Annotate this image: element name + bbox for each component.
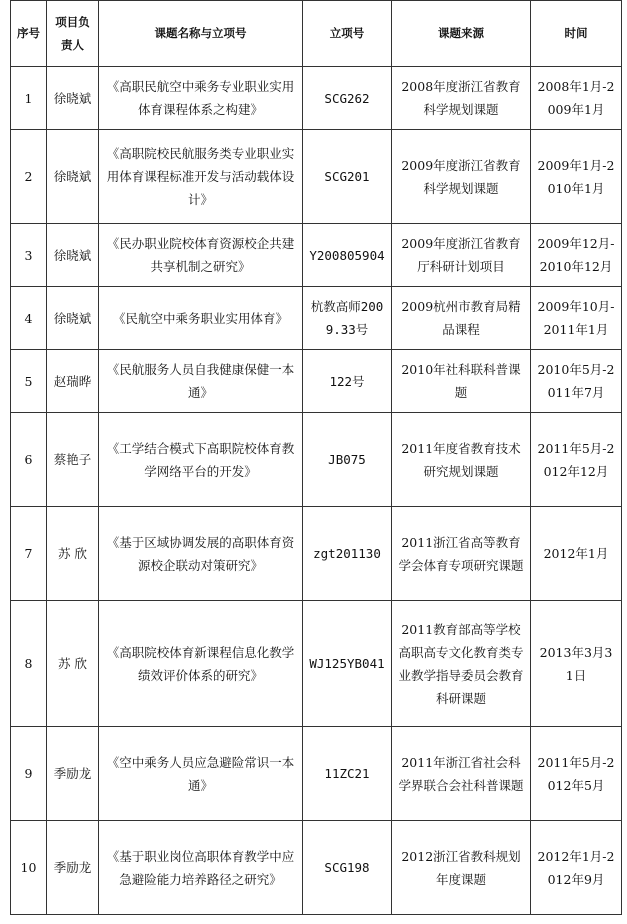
cell-title: 《空中乘务人员应急避险常识一本通》 — [99, 727, 303, 821]
cell-time: 2010年5月-2011年7月 — [531, 350, 622, 413]
header-index: 序号 — [11, 1, 47, 67]
cell-project-no: zgt201130 — [303, 507, 392, 601]
cell-source: 2011教育部高等学校高职高专文化教育类专业教学指导委员会教育科研课题 — [392, 601, 531, 727]
cell-leader: 徐晓斌 — [47, 287, 99, 350]
cell-leader: 季励龙 — [47, 727, 99, 821]
table-row — [11, 350, 622, 413]
cell-project-no: WJ125YB041 — [303, 601, 392, 727]
table-row — [11, 727, 622, 821]
cell-leader: 苏 欣 — [47, 601, 99, 727]
cell-title: 《基于职业岗位高职体育教学中应急避险能力培养路径之研究》 — [99, 821, 303, 915]
cell-index: 9 — [11, 727, 47, 821]
cell-index: 8 — [11, 601, 47, 727]
header-leader: 项目负责人 — [47, 1, 99, 67]
cell-leader: 季励龙 — [47, 821, 99, 915]
cell-time: 2013年3月31日 — [531, 601, 622, 727]
cell-title: 《民航空中乘务职业实用体育》 — [99, 287, 303, 350]
cell-index: 1 — [11, 67, 47, 130]
cell-source: 2010年社科联科普课题 — [392, 350, 531, 413]
cell-title: 《民办职业院校体育资源校企共建共享机制之研究》 — [99, 224, 303, 287]
cell-title: 《高职院校体育新课程信息化教学绩效评价体系的研究》 — [99, 601, 303, 727]
table-row — [11, 413, 622, 507]
cell-title: 《工学结合模式下高职院校体育教学网络平台的开发》 — [99, 413, 303, 507]
cell-project-no: SCG262 — [303, 67, 392, 130]
cell-index: 3 — [11, 224, 47, 287]
cell-index: 4 — [11, 287, 47, 350]
cell-leader: 苏 欣 — [47, 507, 99, 601]
cell-source: 2009杭州市教育局精品课程 — [392, 287, 531, 350]
cell-title: 《高职院校民航服务类专业职业实用体育课程标准开发与活动载体设计》 — [99, 130, 303, 224]
header-source: 课题来源 — [392, 1, 531, 67]
cell-project-no: SCG201 — [303, 130, 392, 224]
cell-time: 2011年5月-2012年12月 — [531, 413, 622, 507]
cell-project-no: 122号 — [303, 350, 392, 413]
cell-index: 5 — [11, 350, 47, 413]
table-row — [11, 507, 622, 601]
cell-title: 《民航服务人员自我健康保健一本通》 — [99, 350, 303, 413]
cell-source: 2009年度浙江省教育厅科研计划项目 — [392, 224, 531, 287]
cell-time: 2012年1月 — [531, 507, 622, 601]
cell-project-no: SCG198 — [303, 821, 392, 915]
header-title: 课题名称与立项号 — [99, 1, 303, 67]
table-row — [11, 287, 622, 350]
cell-time: 2009年10月-2011年1月 — [531, 287, 622, 350]
cell-time: 2009年1月-2010年1月 — [531, 130, 622, 224]
table-row — [11, 130, 622, 224]
cell-leader: 徐晓斌 — [47, 67, 99, 130]
cell-index: 10 — [11, 821, 47, 915]
cell-project-no: JB075 — [303, 413, 392, 507]
cell-index: 7 — [11, 507, 47, 601]
cell-time: 2012年1月-2012年9月 — [531, 821, 622, 915]
cell-leader: 蔡艳子 — [47, 413, 99, 507]
table-header-row — [11, 1, 622, 67]
table-row — [11, 821, 622, 915]
table-row — [11, 224, 622, 287]
table-row — [11, 601, 622, 727]
cell-time: 2008年1月-2009年1月 — [531, 67, 622, 130]
cell-leader: 徐晓斌 — [47, 130, 99, 224]
cell-leader: 赵瑞晔 — [47, 350, 99, 413]
cell-time: 2009年12月-2010年12月 — [531, 224, 622, 287]
cell-source: 2011年度省教育技术研究规划课题 — [392, 413, 531, 507]
cell-source: 2009年度浙江省教育科学规划课题 — [392, 130, 531, 224]
cell-source: 2011浙江省高等教育学会体育专项研究课题 — [392, 507, 531, 601]
cell-source: 2012浙江省教科规划年度课题 — [392, 821, 531, 915]
cell-project-no: 杭教高师2009.33号 — [303, 287, 392, 350]
cell-time: 2011年5月-2012年5月 — [531, 727, 622, 821]
cell-title: 《高职民航空中乘务专业职业实用体育课程体系之构建》 — [99, 67, 303, 130]
cell-project-no: Y200805904 — [303, 224, 392, 287]
cell-title: 《基于区域协调发展的高职体育资源校企联动对策研究》 — [99, 507, 303, 601]
cell-project-no: 11ZC21 — [303, 727, 392, 821]
projects-table — [10, 0, 622, 915]
header-project-no: 立项号 — [303, 1, 392, 67]
cell-index: 6 — [11, 413, 47, 507]
cell-source: 2011年浙江省社会科学界联合会社科普课题 — [392, 727, 531, 821]
cell-source: 2008年度浙江省教育科学规划课题 — [392, 67, 531, 130]
cell-index: 2 — [11, 130, 47, 224]
header-time: 时间 — [531, 1, 622, 67]
table-row — [11, 67, 622, 130]
cell-leader: 徐晓斌 — [47, 224, 99, 287]
